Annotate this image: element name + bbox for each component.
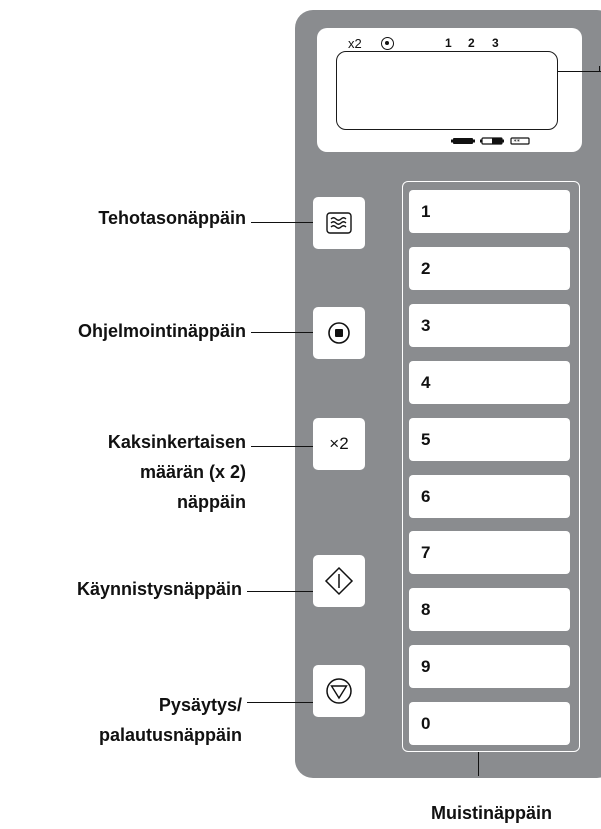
memory-key-1[interactable]: 1 <box>409 190 570 233</box>
program-indicator-icon <box>381 37 394 50</box>
double-quantity-button[interactable] <box>313 418 365 470</box>
display-callout-line <box>558 71 601 72</box>
stage-indicator-1: 1 <box>445 36 452 50</box>
start-diamond-icon <box>324 566 354 596</box>
memory-key-3[interactable]: 3 <box>409 304 570 347</box>
memory-callout-line <box>478 752 479 776</box>
power-level-button[interactable] <box>313 197 365 249</box>
double-callout-line2: määrän (x 2) <box>139 462 246 482</box>
stop-callout-line1: Pysäytys/ <box>158 695 242 715</box>
power-star-icon <box>511 138 529 146</box>
start-callout-line <box>247 591 313 592</box>
waves-icon <box>326 212 352 234</box>
svg-text:**: ** <box>513 137 520 146</box>
stop-reset-button[interactable] <box>313 665 365 717</box>
display-callout-tick <box>599 66 600 72</box>
double-callout-line3: näppäin <box>176 492 246 512</box>
double-quantity-label: ×2 <box>329 434 349 453</box>
program-button[interactable] <box>313 307 365 359</box>
power-level-callout: Tehotasonäppäin <box>98 208 246 228</box>
power-indicator-icons <box>450 136 530 148</box>
memory-key-8[interactable]: 8 <box>409 588 570 631</box>
memory-key-6[interactable]: 6 <box>409 475 570 518</box>
start-callout: Käynnistysnäppäin <box>76 579 242 599</box>
power-half-icon <box>480 138 504 144</box>
double-callout-line <box>251 446 313 447</box>
stage-indicator-3: 3 <box>492 36 499 50</box>
start-button[interactable] <box>313 555 365 607</box>
memory-key-5[interactable]: 5 <box>409 418 570 461</box>
program-icon <box>327 321 351 345</box>
memory-key-2[interactable]: 2 <box>409 247 570 290</box>
program-callout-line <box>251 332 313 333</box>
memory-key-4[interactable]: 4 <box>409 361 570 404</box>
double-indicator: x2 <box>348 36 362 51</box>
power-level-bar-icon <box>451 138 475 144</box>
stop-callout-line2: palautusnäppäin <box>98 725 242 745</box>
stop-callout-line <box>247 702 313 703</box>
stop-triangle-icon <box>325 677 353 705</box>
memory-key-7[interactable]: 7 <box>409 531 570 574</box>
memory-key-9[interactable]: 9 <box>409 645 570 688</box>
memory-callout-label: Muistinäppäin <box>431 803 552 823</box>
program-callout: Ohjelmointinäppäin <box>77 321 246 341</box>
stage-indicator-2: 2 <box>468 36 475 50</box>
double-callout-line1: Kaksinkertaisen <box>107 432 246 452</box>
display-screen <box>336 51 558 130</box>
power-level-callout-line <box>251 222 313 223</box>
memory-key-0[interactable]: 0 <box>409 702 570 745</box>
